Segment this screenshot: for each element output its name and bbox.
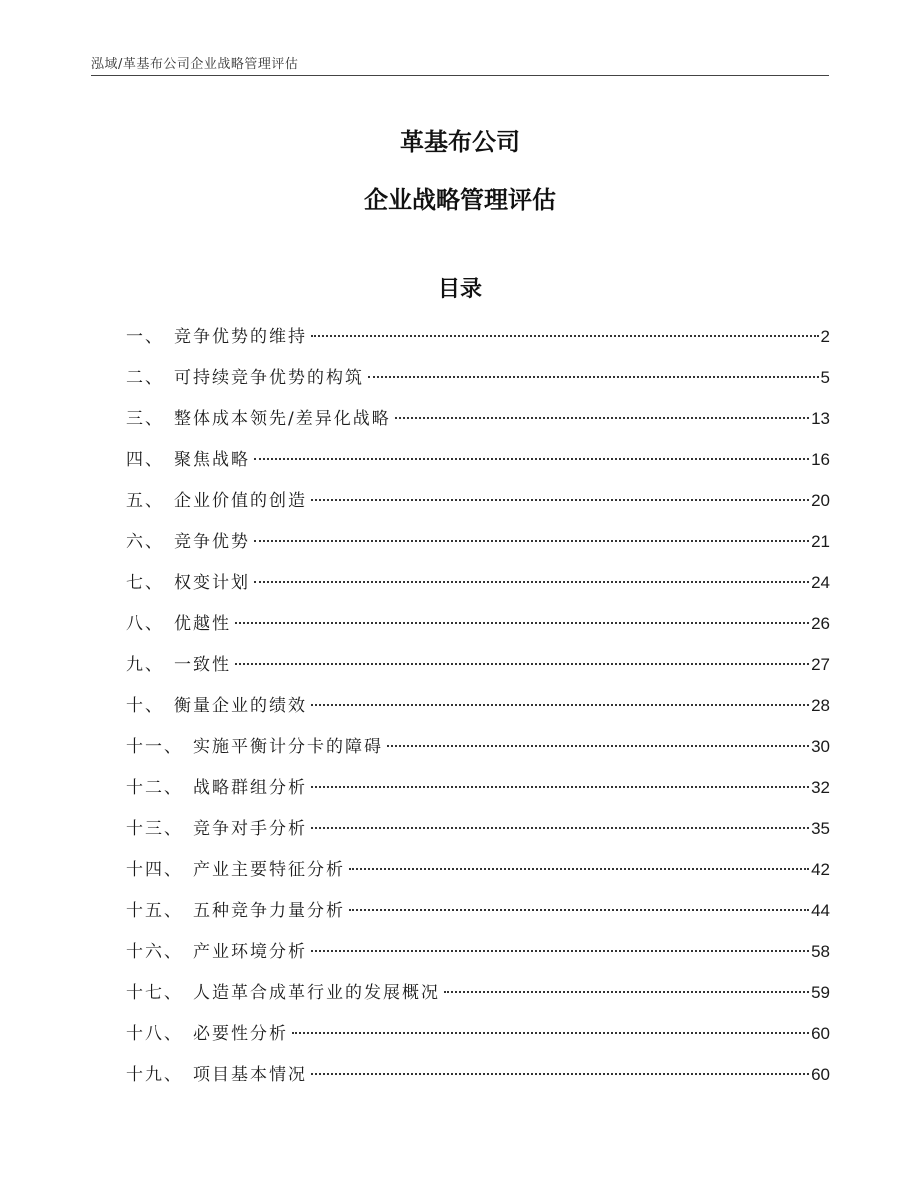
toc-entry[interactable] bbox=[126, 691, 830, 732]
toc-dot-leader bbox=[311, 950, 809, 952]
toc-entry-number: 八、 bbox=[126, 614, 164, 634]
toc-entry-label: 必要性分析 bbox=[193, 1024, 288, 1044]
toc-heading: 目录 bbox=[437, 277, 482, 302]
toc-entry-number: 十一、 bbox=[126, 737, 183, 757]
document-title: 企业战略管理评估 bbox=[364, 186, 556, 214]
toc-entry-number: 四、 bbox=[126, 450, 164, 470]
toc-entry-label: 一致性 bbox=[174, 655, 231, 675]
toc-entry-label: 整体成本领先/差异化战略 bbox=[174, 409, 391, 429]
toc-entry[interactable] bbox=[126, 896, 830, 937]
toc-entry[interactable] bbox=[126, 773, 830, 814]
toc-dot-leader bbox=[444, 991, 809, 993]
toc-entry[interactable] bbox=[126, 1060, 830, 1101]
toc-entry-number: 五、 bbox=[126, 491, 164, 511]
toc-entry-page: 20 bbox=[811, 491, 830, 510]
toc-entry-label: 权变计划 bbox=[174, 573, 250, 593]
toc-entry-page: 21 bbox=[811, 532, 830, 551]
toc-entry-page: 13 bbox=[811, 409, 830, 428]
toc-dot-leader bbox=[368, 376, 819, 378]
toc-entry[interactable] bbox=[126, 568, 830, 609]
toc-dot-leader bbox=[254, 540, 809, 542]
toc-dot-leader bbox=[311, 704, 809, 706]
toc-entry[interactable] bbox=[126, 855, 830, 896]
toc-entry[interactable] bbox=[126, 650, 830, 691]
toc-dot-leader bbox=[387, 745, 809, 747]
toc-dot-leader bbox=[235, 622, 809, 624]
toc-entry-page: 16 bbox=[811, 450, 830, 469]
running-header: 泓域/革基布公司企业战略管理评估 bbox=[91, 57, 299, 72]
toc-entry[interactable] bbox=[126, 363, 830, 404]
toc-entry-page: 28 bbox=[811, 696, 830, 715]
toc-entry-label: 可持续竞争优势的构筑 bbox=[174, 368, 364, 388]
toc-entry-page: 44 bbox=[811, 901, 830, 920]
toc-entry[interactable] bbox=[126, 1019, 830, 1060]
toc-entry-label: 企业价值的创造 bbox=[174, 491, 307, 511]
toc-entry-page: 2 bbox=[820, 327, 830, 346]
toc-entry-number: 十三、 bbox=[126, 819, 183, 839]
toc-entry-label: 衡量企业的绩效 bbox=[174, 696, 307, 716]
toc-entry-page: 26 bbox=[811, 614, 830, 633]
toc-entry-number: 三、 bbox=[126, 409, 164, 429]
toc-entry-page: 32 bbox=[811, 778, 830, 797]
toc-dot-leader bbox=[254, 581, 809, 583]
toc-entry[interactable] bbox=[126, 404, 830, 445]
toc-entry-number: 十、 bbox=[126, 696, 164, 716]
toc-entry-label: 优越性 bbox=[174, 614, 231, 634]
toc-entry-label: 竞争优势 bbox=[174, 532, 250, 552]
toc-entry-number: 十四、 bbox=[126, 860, 183, 880]
toc-entry-label: 人造革合成革行业的发展概况 bbox=[193, 983, 440, 1003]
toc-entry-label: 实施平衡计分卡的障碍 bbox=[193, 737, 383, 757]
toc-entry-number: 十七、 bbox=[126, 983, 183, 1003]
toc-dot-leader bbox=[311, 499, 809, 501]
toc-entry-number: 九、 bbox=[126, 655, 164, 675]
toc-entry-label: 产业主要特征分析 bbox=[193, 860, 345, 880]
toc-entry-page: 60 bbox=[811, 1065, 830, 1084]
table-of-contents bbox=[126, 322, 830, 1101]
toc-dot-leader bbox=[311, 1073, 809, 1075]
toc-dot-leader bbox=[311, 827, 809, 829]
toc-entry-number: 二、 bbox=[126, 368, 164, 388]
toc-entry[interactable] bbox=[126, 486, 830, 527]
toc-entry-page: 35 bbox=[811, 819, 830, 838]
toc-entry-page: 30 bbox=[811, 737, 830, 756]
toc-entry-page: 60 bbox=[811, 1024, 830, 1043]
toc-entry-label: 聚焦战略 bbox=[174, 450, 250, 470]
toc-entry-page: 5 bbox=[820, 368, 830, 387]
toc-entry-label: 战略群组分析 bbox=[193, 778, 307, 798]
toc-entry[interactable] bbox=[126, 609, 830, 650]
toc-entry-label: 项目基本情况 bbox=[193, 1065, 307, 1085]
toc-entry-number: 六、 bbox=[126, 532, 164, 552]
toc-entry[interactable] bbox=[126, 322, 830, 363]
toc-entry-number: 十九、 bbox=[126, 1065, 183, 1085]
toc-entry-label: 五种竞争力量分析 bbox=[193, 901, 345, 921]
toc-entry[interactable] bbox=[126, 732, 830, 773]
toc-entry-page: 58 bbox=[811, 942, 830, 961]
company-title: 革基布公司 bbox=[400, 128, 520, 156]
toc-entry-label: 竞争优势的维持 bbox=[174, 327, 307, 347]
toc-entry-page: 24 bbox=[811, 573, 830, 592]
toc-entry-label: 竞争对手分析 bbox=[193, 819, 307, 839]
toc-entry[interactable] bbox=[126, 527, 830, 568]
toc-entry-number: 七、 bbox=[126, 573, 164, 593]
header-divider bbox=[91, 75, 829, 76]
toc-dot-leader bbox=[349, 868, 809, 870]
toc-entry-number: 十二、 bbox=[126, 778, 183, 798]
toc-dot-leader bbox=[349, 909, 809, 911]
toc-entry-label: 产业环境分析 bbox=[193, 942, 307, 962]
toc-dot-leader bbox=[311, 786, 809, 788]
toc-entry[interactable] bbox=[126, 978, 830, 1019]
toc-entry-number: 十八、 bbox=[126, 1024, 183, 1044]
toc-entry[interactable] bbox=[126, 445, 830, 486]
toc-entry[interactable] bbox=[126, 814, 830, 855]
toc-entry-page: 59 bbox=[811, 983, 830, 1002]
toc-dot-leader bbox=[292, 1032, 809, 1034]
toc-entry-number: 十五、 bbox=[126, 901, 183, 921]
toc-dot-leader bbox=[395, 417, 809, 419]
toc-entry-number: 十六、 bbox=[126, 942, 183, 962]
toc-dot-leader bbox=[235, 663, 809, 665]
toc-entry[interactable] bbox=[126, 937, 830, 978]
toc-entry-page: 42 bbox=[811, 860, 830, 879]
toc-dot-leader bbox=[254, 458, 809, 460]
toc-entry-page: 27 bbox=[811, 655, 830, 674]
toc-entry-number: 一、 bbox=[126, 327, 164, 347]
toc-dot-leader bbox=[311, 335, 819, 337]
